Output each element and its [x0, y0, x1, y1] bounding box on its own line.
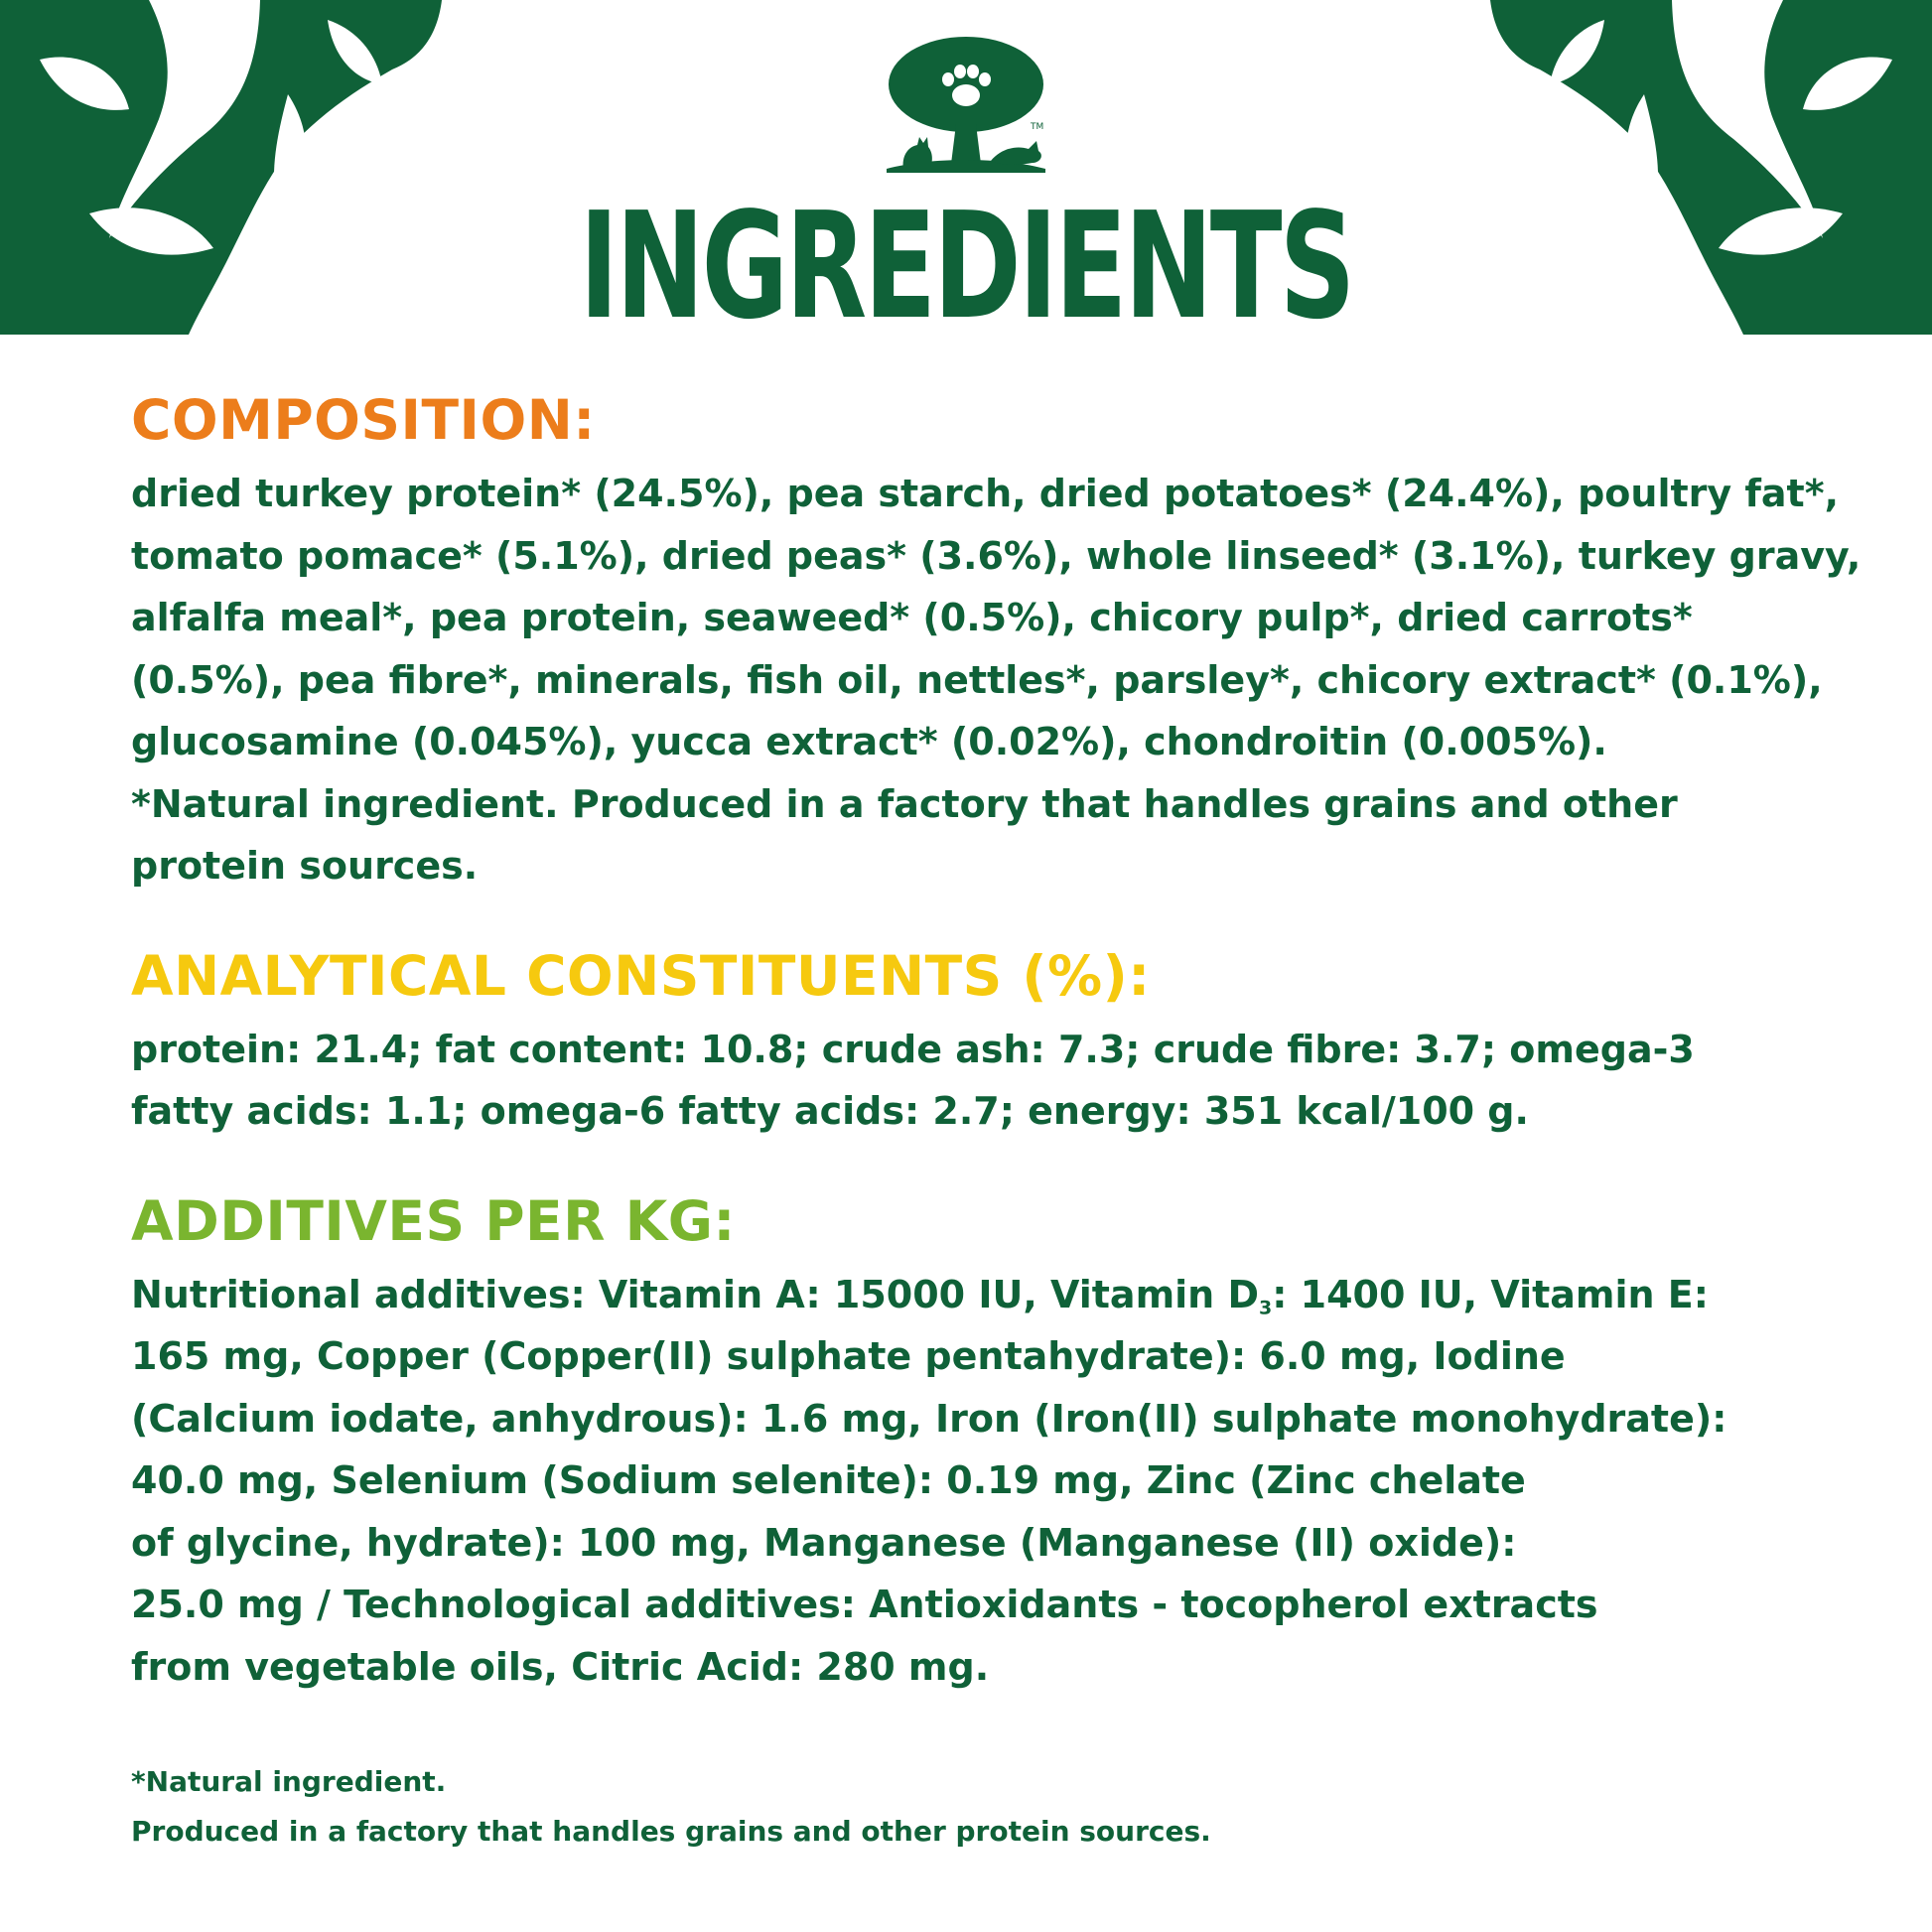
analytical-line: protein: 21.4; fat content: 10.8; crude ash: 7.3; crude fibre: 3.7; omega-3: [131, 1027, 1695, 1071]
footnote: [131, 1757, 1211, 1857]
page-title: INGREDIENTS: [579, 181, 1353, 351]
footnote-line: Produced in a factory that handles grains and other protein sources.: [131, 1815, 1211, 1848]
tree-paw-logo-icon: [882, 30, 1050, 179]
composition-line: dried turkey protein* (24.5%), pea starch, dried potatoes* (24.4%), poultry fat*,: [131, 472, 1840, 515]
composition-text: [131, 463, 1862, 897]
composition-line: (0.5%), pea fibre*, minerals, fish oil, nettles*, parsley*, chicory extract* (0.1%),: [131, 657, 1823, 702]
additives-heading: ADDITIVES PER KG:: [131, 1188, 736, 1253]
analytical-constituents-heading: ANALYTICAL CONSTITUENTS (%):: [131, 943, 1151, 1008]
composition-line: alfalfa meal*, pea protein, seaweed* (0.5%), chicory pulp*, dried carrots*: [131, 596, 1693, 639]
additives-line: of glycine, hydrate): 100 mg, Manganese (Manganese (II) oxide):: [131, 1520, 1517, 1565]
composition-line: glucosamine (0.045%), yucca extract* (0.02%), chondroitin (0.005%).: [131, 720, 1607, 763]
additives-line: from vegetable oils, Citric Acid: 280 mg.: [131, 1644, 990, 1689]
composition-line: protein sources.: [131, 844, 479, 888]
trademark-mark: TM: [1031, 122, 1044, 132]
additives-line: 40.0 mg, Selenium (Sodium selenite): 0.19 mg, Zinc (Zinc chelate: [131, 1458, 1526, 1502]
composition-line: *Natural ingredient. Produced in a factory that handles grains and other: [131, 781, 1678, 826]
analytical-line: fatty acids: 1.1; omega-6 fatty acids: 2.7; energy: 351 kcal/100 g.: [131, 1089, 1529, 1133]
additives-line-part: : 1400 IU, Vitamin E:: [1272, 1272, 1709, 1316]
footnote-line: *Natural ingredient.: [131, 1765, 447, 1798]
analytical-constituents-text: [131, 1019, 1819, 1143]
composition-heading: COMPOSITION:: [131, 388, 596, 452]
additives-line: [131, 1264, 1819, 1326]
additives-line: (Calcium iodate, anhydrous): 1.6 mg, Iron (Iron(II) sulphate monohydrate):: [131, 1396, 1727, 1441]
additives-line-part: Nutritional additives: Vitamin A: 15000 IU, Vitamin D: [131, 1272, 1260, 1316]
ingredients-content: [131, 385, 1862, 1698]
composition-line: tomato pomace* (5.1%), dried peas* (3.6%), whole linseed* (3.1%), turkey gravy,: [131, 533, 1862, 578]
subscript-3: 3: [1259, 1297, 1273, 1319]
additives-text: [131, 1264, 1819, 1699]
additives-line: 165 mg, Copper (Copper(II) sulphate pentahydrate): 6.0 mg, Iodine: [131, 1334, 1566, 1378]
additives-line: 25.0 mg / Technological additives: Antioxidants - tocopherol extracts: [131, 1583, 1598, 1626]
